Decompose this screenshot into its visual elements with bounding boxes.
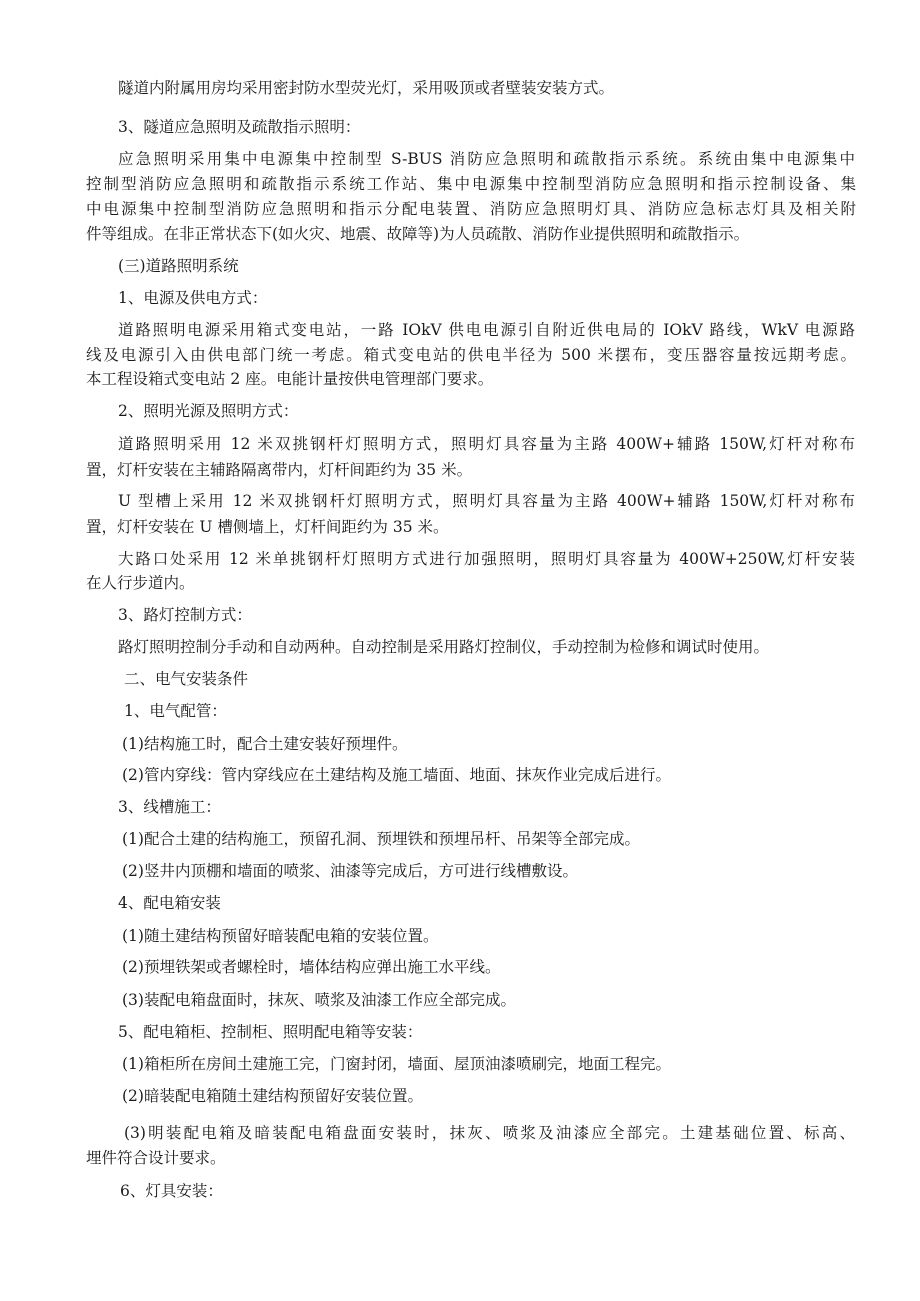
paragraph-line: 本工程设箱式变电站 2 座。电能计量按供电管理部门要求。 bbox=[86, 370, 494, 388]
list-item: (1)随土建结构预留好暗装配电箱的安装位置。 bbox=[122, 927, 439, 945]
section-heading: 3、路灯控制方式： bbox=[118, 606, 252, 624]
paragraph-line: 线及电源引入由供电部门统一考虑。箱式变电站的供电半径为 500 米摆布，变压器容量按远期考虑。 bbox=[86, 346, 856, 364]
paragraph-line: 控制型消防应急照明和疏散指示系统工作站、集中电源集中控制型消防应急照明和指示控制设备、集 bbox=[86, 175, 856, 193]
section-heading: 4、配电箱安装 bbox=[118, 894, 221, 912]
section-heading: 2、照明光源及照明方式： bbox=[118, 402, 299, 420]
section-heading: 3、线槽施工： bbox=[118, 798, 221, 816]
paragraph-line: 中电源集中控制型消防应急照明和指示分配电装置、消防应急照明灯具、消防应急标志灯具及相关附 bbox=[86, 200, 856, 218]
paragraph-line: 道路照明采用 12 米双挑钢杆灯照明方式，照明灯具容量为主路 400W+辅路 150W,灯杆对称布 bbox=[118, 435, 855, 453]
list-item: (3)装配电箱盘面时，抹灰、喷浆及油漆工作应全部完成。 bbox=[122, 991, 516, 1009]
list-item: (1)配合土建的结构施工，预留孔洞、预埋铁和预埋吊杆、吊架等全部完成。 bbox=[122, 830, 640, 848]
paragraph-line: 隧道内附属用房均采用密封防水型荧光灯，采用吸顶或者壁装安装方式。 bbox=[118, 79, 615, 97]
section-heading: 3、隧道应急照明及疏散指示照明： bbox=[118, 118, 361, 136]
list-item: (2)预埋铁架或者螺栓时，墙体结构应弹出施工水平线。 bbox=[122, 958, 501, 976]
paragraph-line: 在人行步道内。 bbox=[86, 574, 195, 592]
paragraph-line: 道路照明电源采用箱式变电站，一路 IOkV 供电电源引自附近供电局的 IOkV 路线，WkV 电源路 bbox=[118, 321, 855, 339]
list-item: (2)管内穿线：管内穿线应在土建结构及施工墙面、地面、抹灰作业完成后进行。 bbox=[122, 766, 671, 784]
paragraph-line: 置，灯杆安装在主辅路隔离带内，灯杆间距约为 35 米。 bbox=[86, 461, 473, 479]
section-heading: 5、配电箱柜、控制柜、照明配电箱等安装： bbox=[118, 1023, 423, 1041]
paragraph-line: 件等组成。在非正常状态下(如火灾、地震、故障等)为人员疏散、消防作业提供照明和疏散指示。 bbox=[86, 225, 750, 243]
list-item: (2)暗装配电箱随土建结构预留好安装位置。 bbox=[122, 1087, 423, 1105]
section-heading: 1、电源及供电方式： bbox=[118, 289, 268, 307]
paragraph-line: 置，灯杆安装在 U 槽侧墙上，灯杆间距约为 35 米。 bbox=[86, 518, 449, 536]
section-heading: 6、灯具安装： bbox=[120, 1182, 223, 1200]
paragraph-line: 埋件符合设计要求。 bbox=[86, 1149, 226, 1167]
section-heading: 1、电气配管： bbox=[124, 702, 227, 720]
paragraph-line: 应急照明采用集中电源集中控制型 S-BUS 消防应急照明和疏散指示系统。系统由集中电源集中 bbox=[118, 150, 855, 168]
paragraph-line: 大路口处采用 12 米单挑钢杆灯照明方式进行加强照明，照明灯具容量为 400W+250W,灯杆安装 bbox=[118, 550, 855, 568]
list-item: (1)箱柜所在房间土建施工完，门窗封闭，墙面、屋顶油漆喷刷完，地面工程完。 bbox=[122, 1055, 671, 1073]
list-item: (3)明装配电箱及暗装配电箱盘面安装时，抹灰、喷浆及油漆应全部完。土建基础位置、标高、 bbox=[124, 1124, 855, 1142]
section-heading: (三)道路照明系统 bbox=[118, 257, 239, 275]
section-heading: 二、电气安装条件 bbox=[124, 670, 249, 688]
paragraph-line: 路灯照明控制分手动和自动两种。自动控制是采用路灯控制仪，手动控制为检修和调试时使用。 bbox=[118, 638, 770, 656]
list-item: (2)竖井内顶棚和墙面的喷浆、油漆等完成后，方可进行线槽敷设。 bbox=[122, 862, 578, 880]
list-item: (1)结构施工时，配合土建安装好预埋件。 bbox=[122, 735, 408, 753]
paragraph-line: U 型槽上采用 12 米双挑钢杆灯照明方式，照明灯具容量为主路 400W+辅路 150W,灯杆对称布 bbox=[118, 492, 855, 510]
